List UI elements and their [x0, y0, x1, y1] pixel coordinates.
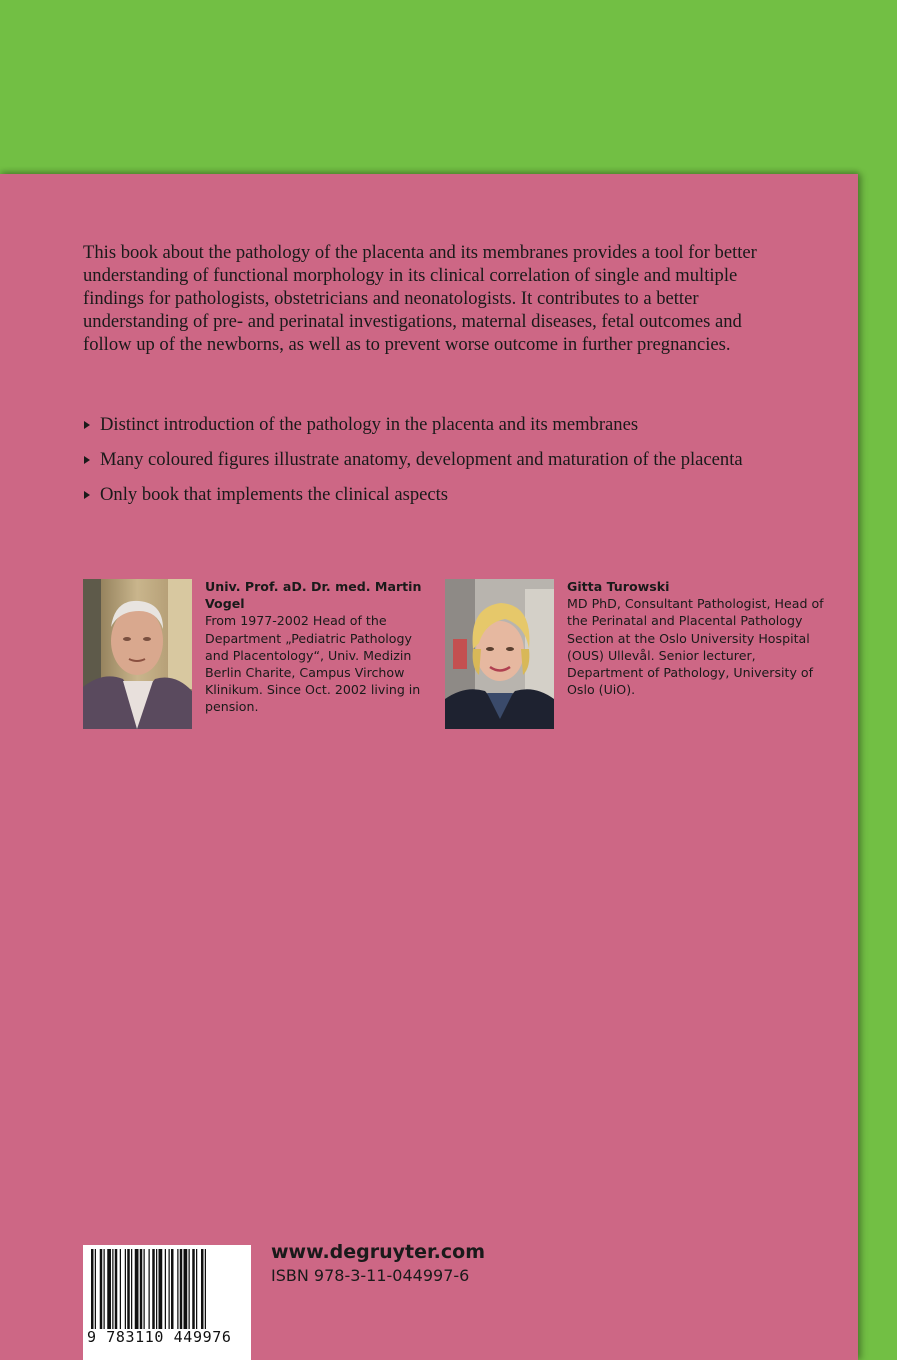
barcode-bar — [135, 1249, 139, 1329]
publisher-website: www.degruyter.com — [271, 1241, 485, 1263]
barcode-bar — [115, 1249, 118, 1329]
barcode-bar — [127, 1249, 130, 1329]
author-bio-text: From 1977-2002 Head of the Department „Pediatric Pathology and Placentology“, Univ. Medizin Berlin Charite, Campus Virchow Klinikum. Since Oct. 2002 living in pension. — [205, 613, 421, 715]
barcode-bar — [189, 1249, 190, 1329]
barcode-bar — [144, 1249, 145, 1329]
barcode-bar — [107, 1249, 111, 1329]
author-name: Univ. Prof. aD. Dr. med. Martin Vogel — [205, 579, 422, 612]
barcode-bar — [177, 1249, 178, 1329]
feature-item — [83, 413, 783, 436]
barcode-bar — [159, 1249, 163, 1329]
triangle-bullet-icon — [84, 456, 90, 464]
barcode-bar — [169, 1249, 170, 1329]
triangle-bullet-icon — [84, 491, 90, 499]
barcode-bar — [149, 1249, 150, 1329]
barcode-bar — [125, 1249, 126, 1329]
feature-list — [83, 413, 783, 518]
barcode-bar — [120, 1249, 121, 1329]
barcode-bar — [100, 1249, 103, 1329]
barcode-bar — [140, 1249, 143, 1329]
barcode-bar — [156, 1249, 157, 1329]
author-name: Gitta Turowski — [567, 579, 670, 594]
feature-text: Many coloured figures illustrate anatomy, development and maturation of the placenta — [100, 449, 743, 470]
barcode-bar — [152, 1249, 155, 1329]
author-bio-text: MD PhD, Consultant Pathologist, Head of the Perinatal and Placental Pathology Section at the Oslo University Hospital (OUS) Ullevål. Senior lecturer, Department of Pathology, University of Oslo (UiO). — [567, 596, 824, 698]
barcode-bars — [91, 1249, 243, 1329]
triangle-bullet-icon — [84, 421, 90, 429]
barcode-bar — [95, 1249, 96, 1329]
book-description: This book about the pathology of the placenta and its membranes provides a tool for better understanding of functional morphology in its clinical correlation of single and multiple findings for pathologists, obstetricians and neonatologists. It contributes to a better understanding of pre- and perinatal investigations, maternal diseases, fetal outcomes and follow up of the newborns, as well as to prevent worse outcome in further pregnancies. — [83, 242, 757, 355]
barcode-bar — [91, 1249, 94, 1329]
author-photo-vogel — [83, 579, 192, 729]
barcode-bar — [180, 1249, 183, 1329]
barcode-bar — [196, 1249, 197, 1329]
barcode-bar — [205, 1249, 206, 1329]
barcode-bar — [112, 1249, 113, 1329]
feature-item — [83, 448, 783, 471]
barcode-bar — [104, 1249, 105, 1329]
feature-text: Distinct introduction of the pathology in the placenta and its membranes — [100, 414, 639, 435]
barcode-bar — [192, 1249, 195, 1329]
feature-item — [83, 483, 783, 506]
feature-text: Only book that implements the clinical aspects — [100, 484, 449, 505]
author-bio-vogel — [205, 578, 435, 716]
barcode-bar — [131, 1249, 132, 1329]
author-photo-turowski — [445, 579, 554, 729]
isbn-number: ISBN 978-3-11-044997-6 — [271, 1266, 470, 1285]
barcode-bar — [165, 1249, 166, 1329]
barcode-bar — [184, 1249, 188, 1329]
author-bio-turowski — [567, 578, 827, 698]
barcode-bar — [171, 1249, 174, 1329]
barcode-digits: 9 783110 449976 — [87, 1328, 232, 1346]
isbn-barcode — [83, 1245, 251, 1360]
barcode-bar — [201, 1249, 204, 1329]
